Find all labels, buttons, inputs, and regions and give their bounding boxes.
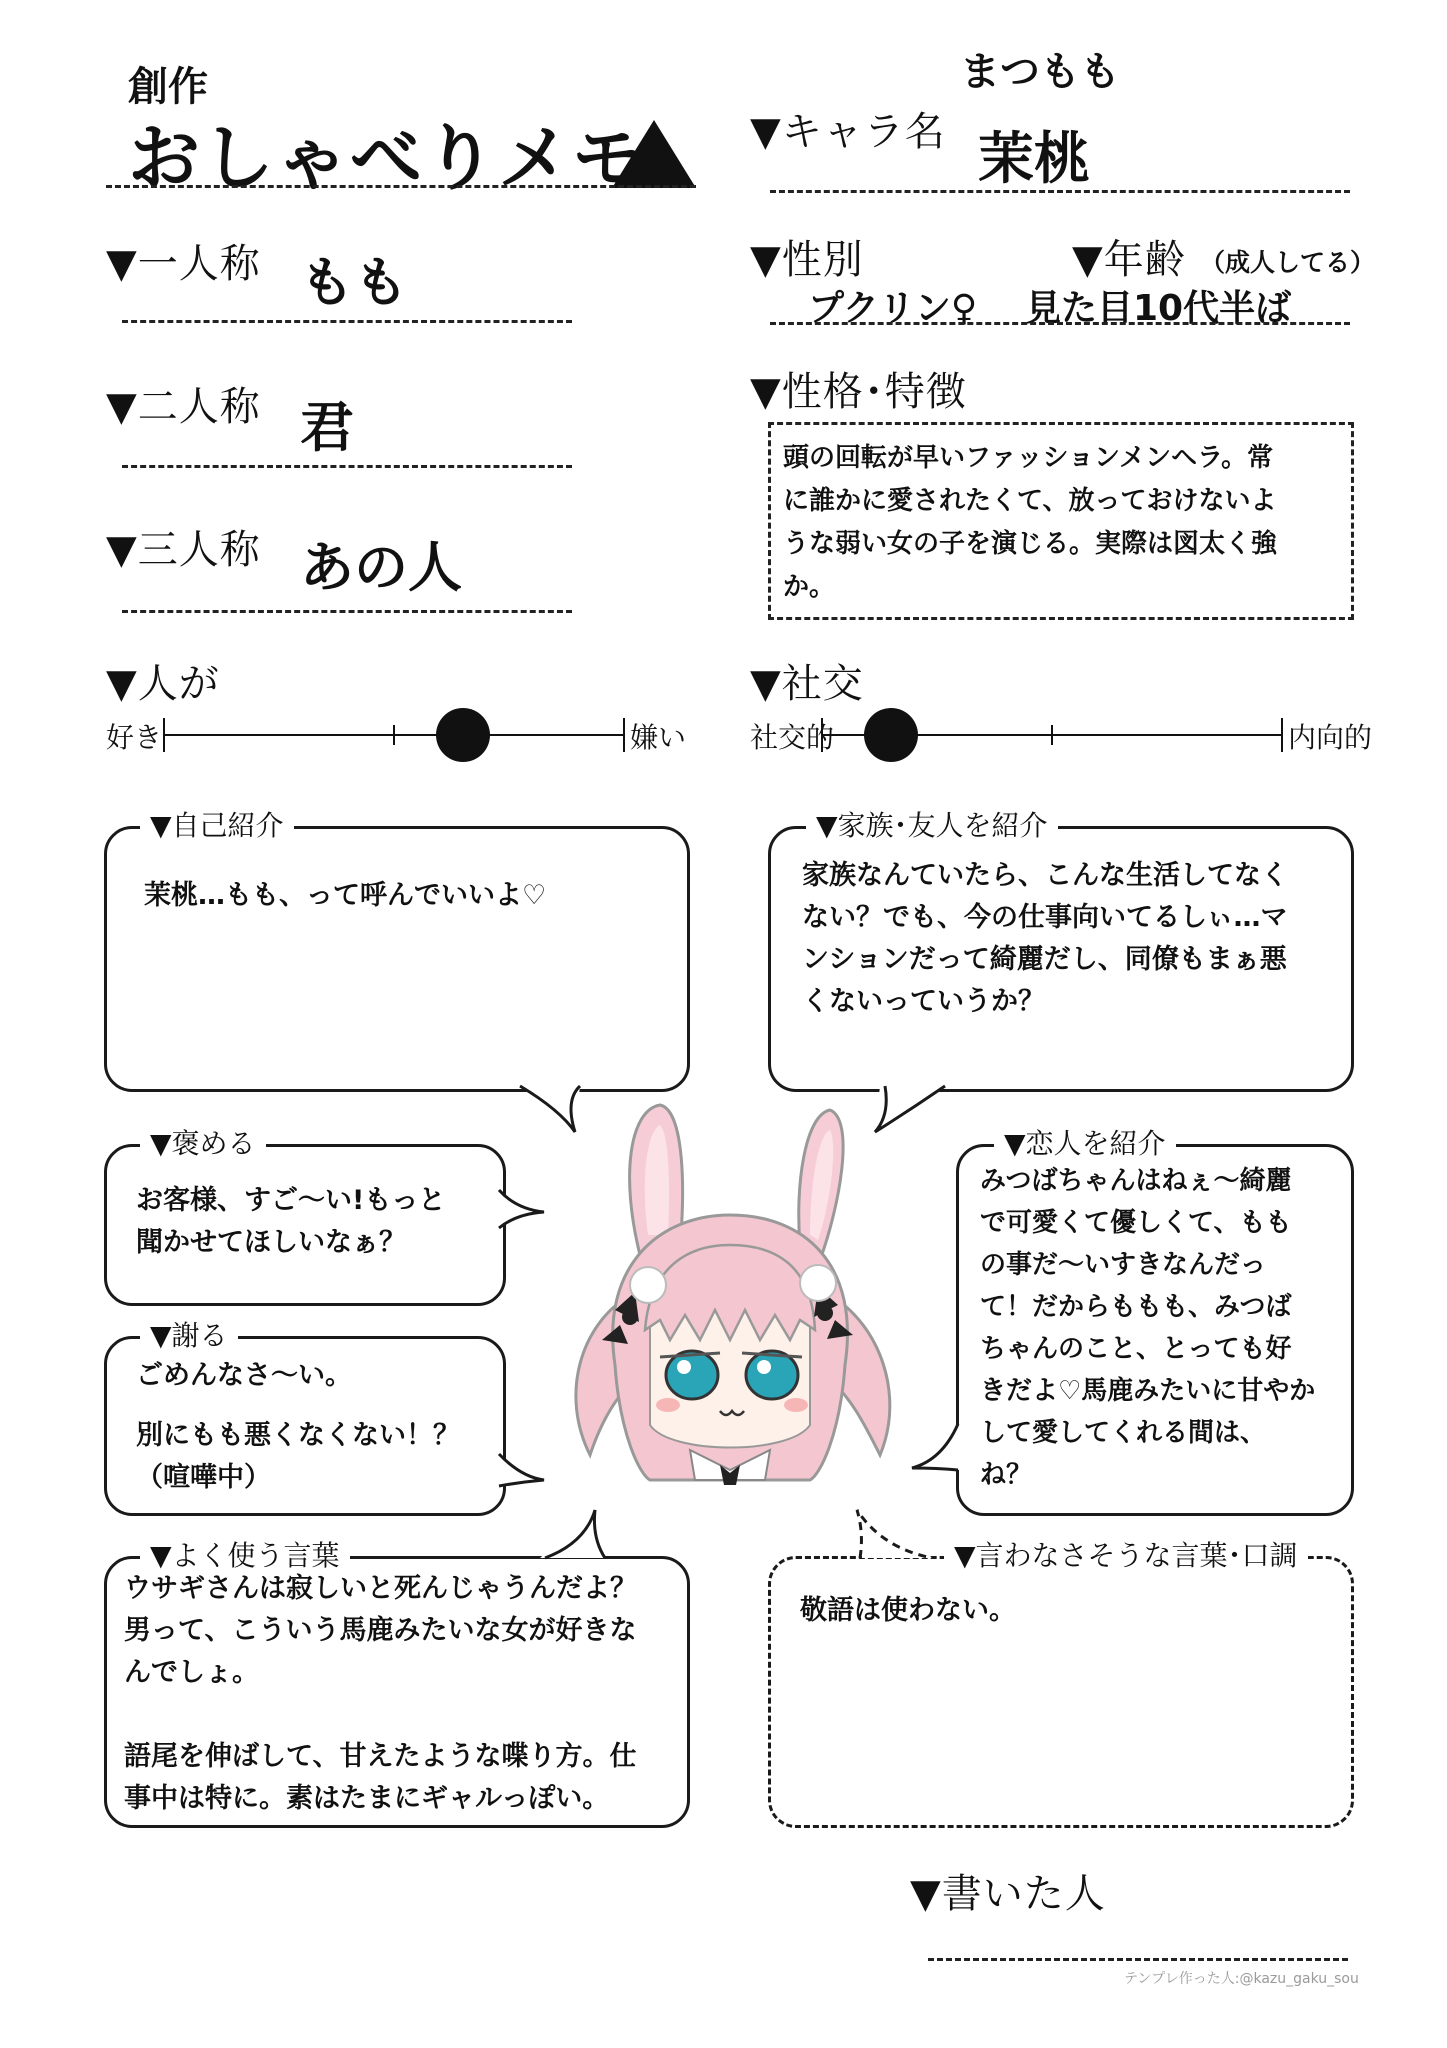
family-title: ▼家族･友人を紹介	[806, 810, 1058, 842]
template-credit: テンプレ作った人:@kazu_gaku_sou	[1124, 1971, 1359, 1987]
second-person-value: 君	[300, 396, 354, 459]
never-say-text: 敬語は使わない。	[800, 1595, 1016, 1626]
first-person-underline	[122, 320, 572, 323]
people-scale-right: 嫌い	[630, 721, 687, 754]
social-scale[interactable]	[822, 710, 1282, 760]
third-person-underline	[122, 610, 572, 613]
social-scale-right: 内向的	[1288, 721, 1373, 754]
character-illustration	[520, 1095, 940, 1495]
second-person-label: ▼二人称	[106, 384, 261, 430]
age-note: （成人してる）	[1200, 248, 1376, 277]
character-name: 茉桃	[978, 127, 1090, 192]
people-scale-label: ▼人が	[106, 661, 220, 707]
title-triangle-icon	[612, 120, 696, 188]
second-person-underline	[122, 465, 572, 468]
third-person-label: ▼三人称	[106, 527, 261, 573]
author-label: ▼書いた人	[910, 1871, 1106, 1917]
phrases-text: ウサギさんは寂しいと死んじゃうんだよ？ 男って、こういう馬鹿みたいな女が好きな んでしょ。 語尾を伸ばして、甘えたような喋り方。仕 事中は特に。素はたまにギャルっぽい。	[124, 1573, 637, 1814]
people-scale-left: 好き	[106, 721, 163, 754]
social-scale-label: ▼社交	[750, 661, 864, 707]
lover-title: ▼恋人を紹介	[994, 1128, 1176, 1160]
gender-age-underline	[770, 322, 1350, 325]
self-intro-text: 茉桃…もも、って呼んでいいよ♡	[144, 880, 547, 911]
gender-label: ▼性別	[750, 237, 864, 283]
praise-title: ▼褒める	[140, 1128, 266, 1160]
apology-line2: 別にもも悪くなくない！？ （喧嘩中）	[136, 1420, 460, 1493]
apology-line1: ごめんなさ〜い。	[136, 1360, 352, 1391]
social-scale-marker[interactable]	[864, 708, 918, 762]
lover-text: みつばちゃんはねぇ〜綺麗 で可愛くて優しくて、もも の事だ〜いすきなんだっ て！だからももも、みつば ちゃんのこと、とっても好 きだよ♡馬鹿みたいに甘やか して愛してくれる間は、 ね？	[980, 1166, 1316, 1490]
self-intro-bubble	[104, 826, 690, 1092]
family-text: 家族なんていたら、こんな生活してなく ない？でも、今の仕事向いてるしぃ…マ ンションだって綺麗だし、同僚もまぁ悪 くないっていうか？	[802, 860, 1288, 1017]
self-intro-title: ▼自己紹介	[140, 810, 294, 842]
age-value: 見た目10代半ば	[1025, 288, 1292, 329]
people-scale-marker[interactable]	[436, 708, 490, 762]
gender-value: プクリン♀	[808, 288, 978, 329]
name-underline	[770, 190, 1350, 193]
personality-box	[768, 422, 1354, 620]
age-label: ▼年齢	[1072, 237, 1186, 283]
first-person-value: もも	[300, 251, 408, 314]
phrases-title: ▼よく使う言葉	[140, 1540, 350, 1572]
personality-text: 頭の回転が早いファッションメンヘラ。常 に誰かに愛されたくて、放っておけないよ うな弱い女の子を演じる。実際は図太く強 か。	[783, 443, 1278, 602]
apology-title: ▼謝る	[140, 1320, 238, 1352]
praise-text: お客様、すご〜い!もっと 聞かせてほしいなぁ？	[136, 1185, 446, 1258]
third-person-value: あの人	[300, 536, 462, 599]
name-label: ▼キャラ名	[750, 109, 946, 155]
name-reading: まつもも	[960, 49, 1120, 95]
page-title: おしゃべりメモ	[128, 116, 647, 200]
never-say-tail	[852, 1508, 942, 1560]
first-person-label: ▼一人称	[106, 241, 261, 287]
phrases-tail	[540, 1508, 610, 1560]
author-underline[interactable]	[928, 1958, 1348, 1961]
personality-label: ▼性格･特徴	[750, 369, 967, 415]
people-scale[interactable]	[164, 710, 624, 760]
social-scale-left: 社交的	[750, 721, 835, 754]
title-underline	[106, 185, 696, 188]
title-subtitle: 創作	[128, 64, 208, 110]
never-say-title: ▼言わなさそうな言葉･口調	[944, 1540, 1308, 1572]
